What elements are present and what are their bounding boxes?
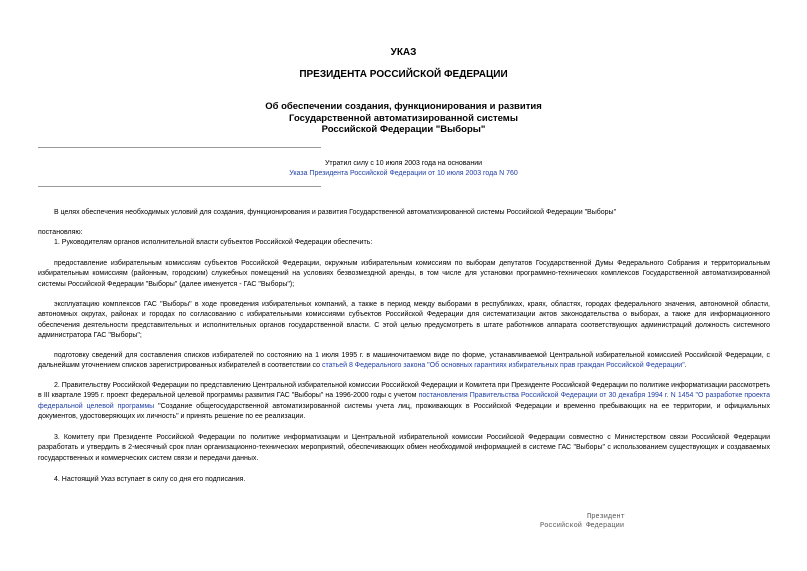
intro-paragraph: В целях обеспечения необходимых условий для создания, функционирования и развития Государственной автоматизированной системы Российской Федерации "Выборы" — [54, 209, 617, 216]
signature-office: Российской Федерации — [540, 522, 625, 530]
item-1-c — [38, 351, 770, 372]
item-2-text: 2. Правительству Российской Федерации по представлению Центральной избирательной комиссии Российской Федерации и Комитета при Президенте Российской Федерации по политике информатизации рассмотреть в III квартале 1995 г. проект федеральной целевой программы развития ГАС "Выборы" на 1996-2000 годы с учетом — [38, 382, 770, 400]
bottom-divider — [38, 186, 321, 187]
topic-line-3: Российской Федерации "Выборы" — [321, 124, 486, 135]
item-1-a: предоставление избирательным комиссиям субъектов Российской Федерации, окружным избирательным комиссиям по выборам депутатов Государственной Думы Федерального Собрания и территориальным избирательным комиссиям (районным, городским) служебных помещений на условиях безвозмездной аренды, в том числе для установки программно-технических комплексов Государственной автоматизированной системы Российской Федерации "Выборы" (далее именуется - ГАС "Выборы"); — [38, 260, 770, 288]
item-4: 4. Настоящий Указ вступает в силу со дня его подписания. — [54, 476, 246, 483]
signature-title: Президент — [587, 513, 625, 521]
item-3: 3. Комитету при Президенте Российской Федерации по политике информатизации и Центральной избирательной комиссии Российской Федерации совместно с Министерством связи Российской Федерации разработать и утвердить в 2-месячный срок план организационно-технических мероприятий, обеспечивающих обмен необходимой информацией в системе ГАС "Выборы" с использованием существующих и создаваемых государственных и коммерческих систем связи и передачи данных. — [38, 434, 770, 462]
document-issuer: ПРЕЗИДЕНТА РОССИЙСКОЙ ФЕДЕРАЦИИ — [299, 69, 508, 80]
topic-line-2: Государственной автоматизированной системы — [289, 112, 518, 124]
document-title: УКАЗ — [390, 47, 417, 58]
repeal-notice — [0, 159, 807, 179]
repeal-text: Утратил силу с 10 июля 2003 года на основании — [324, 160, 483, 167]
government-resolution-link[interactable]: постановления Правительства Российской Федерации от 30 декабря 1994 г. N 1454 "О разработке проекта федеральной целевой программы — [38, 392, 770, 410]
topic-line-1: Об обеспечении создания, функционирования и развития — [265, 101, 542, 112]
item-1-c-end: . — [684, 362, 687, 370]
top-divider — [38, 147, 321, 148]
item-1: 1. Руководителям органов исполнительной власти субъектов Российской Федерации обеспечить: — [54, 239, 373, 246]
item-1-b: эксплуатацию комплексов ГАС "Выборы" в ходе проведения избирательных компаний, а также в период между выборами в республиках, краях, областях, городах федерального значения, автономной области, автономных округах, районах и городах по согласованию с избирательными комиссиями субъектов Российской Федерации для систематизации актов законодательства о выборах, а также для информационного обеспечения деятельности представительных и исполнительных органов государственной власти. С этой целью предусмотреть в штате работников аппарата соответствующих администраций должность системного администратора ГАС "Выборы"; — [38, 301, 770, 339]
item-1-c-text: подготовку сведений для составления списков избирателей по состоянию на 1 июля 1995 г. в машиночитаемом виде по форме, устанавливаемой Центральной избирательной комиссией Российской Федерации, с дальнейшим уточнением списков зарегистрированных избирателей в соответствии со — [38, 352, 770, 370]
item-2-end: "Создание общегосударственной автоматизированной системы учета лиц, проживающих в Российской Федерации и временно пребывающих на ее территории, и официальных документов, удостоверяющих их личность" и принять решение по ее реализации. — [38, 402, 770, 420]
decree-word: постановляю: — [38, 229, 83, 236]
federal-law-link[interactable]: статьей 8 Федерального закона "Об основных гарантиях избирательных прав граждан Российской Федерации" — [321, 362, 685, 370]
document-topic — [0, 101, 807, 136]
item-2 — [38, 381, 770, 422]
repeal-decree-link[interactable]: Указа Президента Российской Федерации от 10 июля 2003 года N 760 — [289, 170, 518, 177]
